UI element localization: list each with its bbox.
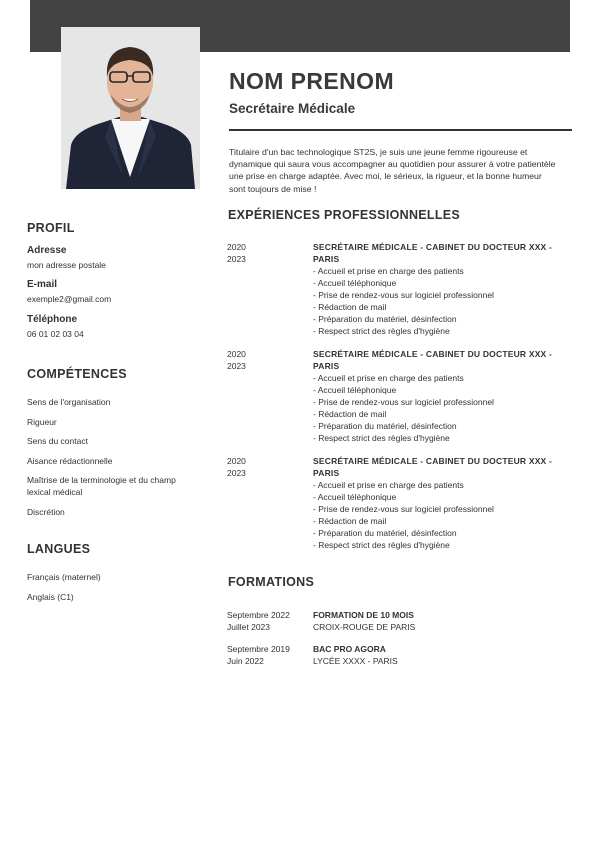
- experience-task: - Respect strict des règles d'hygiène: [313, 326, 450, 336]
- experience-task: - Accueil téléphonique: [313, 278, 397, 288]
- experience-start: 2020: [227, 242, 246, 252]
- experience-task: - Rédaction de mail: [313, 409, 387, 419]
- competence-item: Aisance rédactionnelle: [27, 456, 113, 466]
- experience-start: 2020: [227, 456, 246, 466]
- phone-value: 06 01 02 03 04: [27, 329, 84, 339]
- competence-item: Sens de l'organisation: [27, 397, 111, 407]
- competence-item: Rigueur: [27, 417, 57, 427]
- experience-details: [313, 455, 565, 551]
- section-title-formations: FORMATIONS: [228, 575, 315, 589]
- experience-role: SECRÉTAIRE MÉDICALE - CABINET DU DOCTEUR XXX - PARIS: [313, 456, 553, 478]
- experience-dates: [227, 455, 307, 479]
- header-divider: [229, 129, 572, 131]
- email-label: E-mail: [27, 279, 58, 290]
- formation-dates: [227, 609, 313, 633]
- profile-summary: Titulaire d'un bac technologique ST2S, je suis une jeune femme rigoureuse et dynamique qui saura vous accompagner au quotidien pour assurer à votre patientèle une prise en charge adaptée. Avec moi, le sérieux, la rigueur, et la bonne humeur sont toujours de mise !: [229, 147, 556, 194]
- formation-place: LYCÉE XXXX - PARIS: [313, 656, 398, 666]
- experience-role: SECRÉTAIRE MÉDICALE - CABINET DU DOCTEUR XXX - PARIS: [313, 242, 553, 264]
- experience-task: - Prise de rendez-vous sur logiciel professionnel: [313, 397, 494, 407]
- phone-label: Téléphone: [27, 314, 78, 325]
- person-portrait-icon: [61, 27, 200, 189]
- formation-dates: [227, 643, 313, 667]
- experience-end: 2023: [227, 361, 246, 371]
- formation-title: FORMATION DE 10 MOIS: [313, 610, 414, 620]
- address-value: mon adresse postale: [27, 260, 106, 270]
- job-title: Secrétaire Médicale: [229, 101, 356, 116]
- section-title-competences: COMPÉTENCES: [27, 367, 127, 381]
- experience-task: - Préparation du matériel, désinfection: [313, 421, 457, 431]
- formation-start: Septembre 2022: [227, 610, 290, 620]
- competence-item: Discrétion: [27, 507, 65, 517]
- experience-dates: [227, 348, 307, 372]
- experience-details: [313, 241, 565, 337]
- section-title-profil: PROFIL: [27, 221, 75, 235]
- experience-task: - Accueil téléphonique: [313, 492, 397, 502]
- formation-title: BAC PRO AGORA: [313, 644, 386, 654]
- experience-task: - Prise de rendez-vous sur logiciel professionnel: [313, 504, 494, 514]
- experience-task: - Accueil et prise en charge des patients: [313, 480, 464, 490]
- experience-task: - Préparation du matériel, désinfection: [313, 528, 457, 538]
- experience-start: 2020: [227, 349, 246, 359]
- section-title-langues: LANGUES: [27, 542, 91, 556]
- experience-task: - Préparation du matériel, désinfection: [313, 314, 457, 324]
- candidate-name: NOM PRENOM: [229, 68, 394, 94]
- experience-task: - Accueil téléphonique: [313, 385, 397, 395]
- experience-task: - Respect strict des règles d'hygiène: [313, 540, 450, 550]
- language-item: Français (maternel): [27, 572, 101, 582]
- experience-task: - Rédaction de mail: [313, 302, 387, 312]
- formation-start: Septembre 2019: [227, 644, 290, 654]
- experience-end: 2023: [227, 468, 246, 478]
- formation-details: [313, 609, 565, 633]
- address-label: Adresse: [27, 245, 67, 256]
- profile-photo: [61, 27, 200, 189]
- email-value: exemple2@gmail.com: [27, 294, 112, 304]
- experience-details: [313, 348, 565, 444]
- competence-item: Maîtrise de la terminologie et du champ lexical médical: [27, 475, 176, 497]
- experience-end: 2023: [227, 254, 246, 264]
- experience-task: - Accueil et prise en charge des patients: [313, 266, 464, 276]
- language-item: Anglais (C1): [27, 592, 74, 602]
- competence-item: Sens du contact: [27, 436, 88, 446]
- experience-task: - Respect strict des règles d'hygiène: [313, 433, 450, 443]
- formation-place: CROIX-ROUGE DE PARIS: [313, 622, 416, 632]
- formation-end: Juin 2022: [227, 656, 264, 666]
- formation-details: [313, 643, 565, 667]
- formation-end: Juillet 2023: [227, 622, 271, 632]
- section-title-experiences: EXPÉRIENCES PROFESSIONNELLES: [228, 208, 461, 222]
- experience-dates: [227, 241, 307, 265]
- experience-task: - Rédaction de mail: [313, 516, 387, 526]
- experience-role: SECRÉTAIRE MÉDICALE - CABINET DU DOCTEUR XXX - PARIS: [313, 349, 553, 371]
- experience-task: - Accueil et prise en charge des patients: [313, 373, 464, 383]
- experience-task: - Prise de rendez-vous sur logiciel professionnel: [313, 290, 494, 300]
